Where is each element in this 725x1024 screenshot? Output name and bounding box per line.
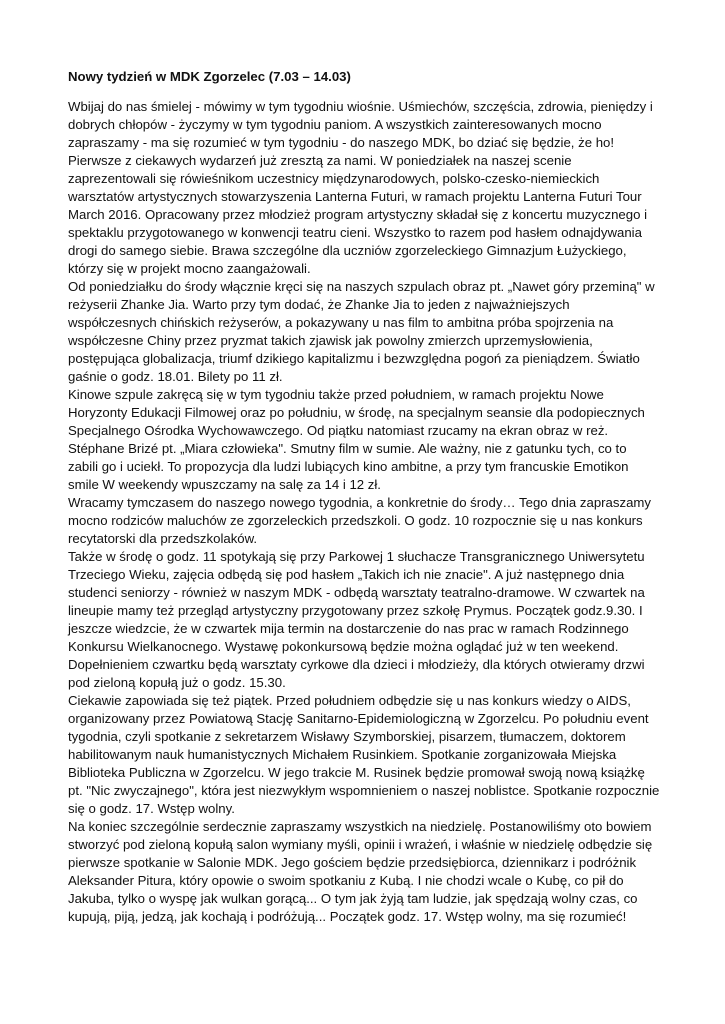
paragraph-friday: Ciekawie zapowiada się też piątek. Przed południem odbędzie się u nas konkurs wiedzy o AIDS, organizowany przez Powiatową Stację Sanitarno-Epidemiologiczną w Zgorzelcu. Po południu event tygodnia, czyli spotkanie z sekretarzem Wisławy Szymborskiej, pisarzem, tłumaczem, doktorem habilitowanym nauk humanistycznych Michałem Rusinkiem. Spotkanie zorganizowała Miejska Biblioteka Publiczna w Zgorzelcu. W jego trakcie M. Rusinek będzie promował swoją nową książkę pt. "Nic zwyczajnego", która jest niezwykłym wspomnieniem o naszej noblistce. Spotkanie rozpocznie się o godz. 17. Wstęp wolny. — [68, 693, 660, 816]
paragraph-film-mountains: Od poniedziałku do środy włącznie kręci się na naszych szpulach obraz pt. „Nawet góry przeminą" w reżyserii Zhanke Jia. Warto przy tym dodać, że Zhanke Jia to jeden z najważniejszych współczesnych chińskich reżyserów, a pokazywany u nas film to ambitna próba spojrzenia na współczesne Chiny przez pryzmat takich zjawisk jak powolny zmierzch uprzemysłowienia, postępująca globalizacja, triumf dzikiego kapitalizmu i bezwzględna pogoń za pieniądzem. Światło gaśnie o godz. 18.01. Bilety po 11 zł. — [68, 279, 655, 384]
paragraph-cinema: Kinowe szpule zakręcą się w tym tygodniu także przed południem, w ramach projektu Nowe Horyzonty Edukacji Filmowej oraz po południu, w środę, na specjalnym seansie dla podopiecznych Specjalnego Ośrodka Wychowawczego. Od piątku natomiast rzucamy na ekran obraz w reż. Stéphane Brizé pt. „Miara człowieka". Smutny film w sumie. Ale ważny, nie z gatunku tych, co to zabili go i uciekł. To propozycja dla ludzi lubiących kino ambitne, a przy tym francuskie Emotikon smile W weekendy wpuszczamy na salę za 14 i 12 zł. — [68, 387, 645, 492]
paragraph-intro: Wbijaj do nas śmielej - mówimy w tym tygodniu wiośnie. Uśmiechów, szczęścia, zdrowia, pieniędzy i dobrych chłopów - życzymy w tym tygodniu paniom. A wszystkich zainteresowanych mocno zapraszamy - ma się rozumieć w tym tygodniu - do naszego MDK, bo dziać się będzie, że ho! Pierwsze z ciekawych wydarzeń już zresztą za nami. W poniedziałek na naszej scenie zaprezentowali się rówieśnikom uczestnicy międzynarodowych, polsko-czesko-niemieckich warsztatów artystycznych stowarzyszenia Lanterna Futuri, w ramach projektu Lanterna Futuri Tour March 2016. Opracowany przez młodzież program artystyczny składał się z koncertu muzycznego i spektaklu przygotowanego w konwencji teatru cieni. Wszystko to razem pod hasłem odnajdywania drogi do samego siebie. Brawa szczególne dla uczniów zgorzeleckiego Gimnazjum Łużyckiego, którzy się w projekt mocno zaangażowali. — [68, 99, 653, 276]
document-body — [68, 98, 660, 926]
paragraph-sunday: Na koniec szczególnie serdecznie zapraszamy wszystkich na niedzielę. Postanowiliśmy oto bowiem stworzyć pod zieloną kopułą salon wymiany myśli, opinii i wrażeń, i właśnie w niedzielę odbędzie się pierwsze spotkanie w Salonie MDK. Jego gościem będzie przedsiębiorca, dziennikarz i podróżnik Aleksander Pitura, który opowie o swoim spotkaniu z Kubą. I nie chodzi wcale o Kubę, co pił do Jakuba, tylko o wyspę jak wulkan gorącą... O tym jak żyją tam ludzie, jak spędzają wolny czas, co kupują, piją, jedzą, jak kochają i podróżują... Początek godz. 17. Wstęp wolny, ma się rozumieć! — [68, 819, 653, 924]
paragraph-wednesday: Wracamy tymczasem do naszego nowego tygodnia, a konkretnie do środy… Tego dnia zapraszamy mocno rodziców maluchów ze zgorzeleckich przedszkoli. O godz. 10 rozpocznie się u nas konkurs recytatorski dla przedszkolaków. — [68, 495, 651, 546]
document-title: Nowy tydzień w MDK Zgorzelec (7.03 – 14.03) — [68, 69, 351, 84]
document-page — [68, 68, 660, 926]
paragraph-university: Także w środę o godz. 11 spotykają się przy Parkowej 1 słuchacze Transgranicznego Uniwersytetu Trzeciego Wieku, zajęcia odbędą się pod hasłem „Takich ich nie znacie". A już następnego dnia studenci seniorzy - również w naszym MDK - odbędą warsztaty teatralno-dramowe. W czwartek na lineupie mamy też przegląd artystyczny przygotowany przez szkołę Prymus. Początek godz.9.30. I jeszcze wiedzcie, że w czwartek mija termin na dostarczenie do nas prac w ramach Rodzinnego Konkursu Wielkanocnego. Wystawę pokonkursową będzie można oglądać już w ten weekend. Dopełnieniem czwartku będą warsztaty cyrkowe dla dzieci i młodzieży, dla których otwieramy drzwi pod zieloną kopułą już o godz. 15.30. — [68, 549, 645, 690]
